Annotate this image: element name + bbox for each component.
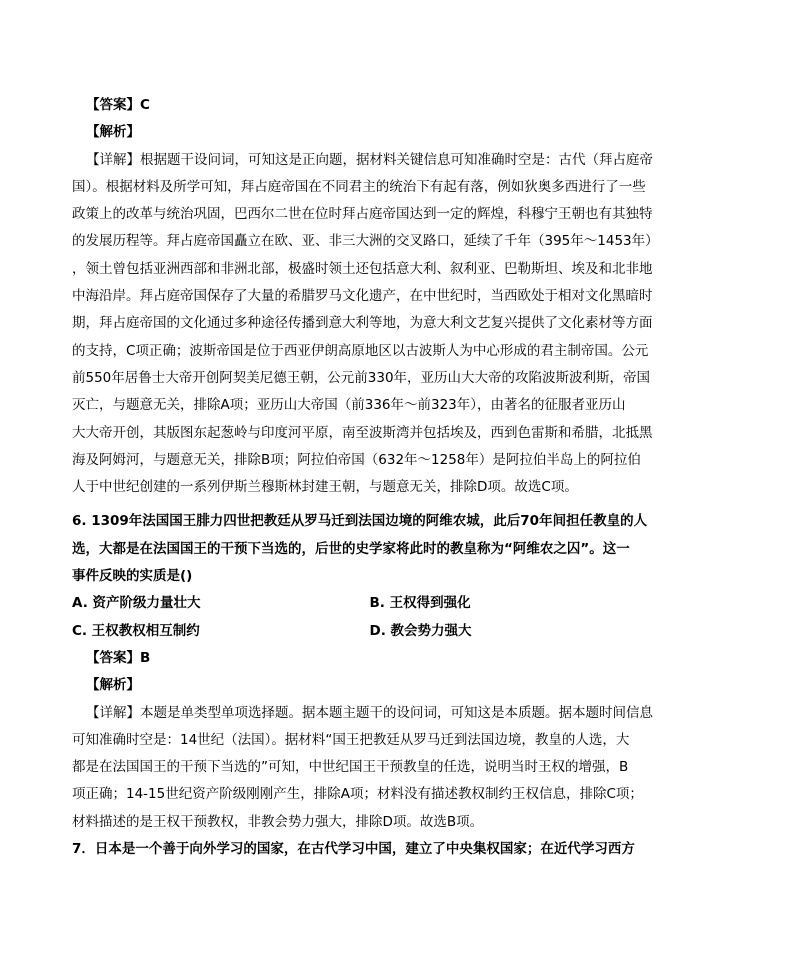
option-row: [72, 590, 667, 617]
option-a: A. 资产阶级力量壮大: [72, 595, 201, 612]
detail-line: 大大帝开创，其版图东起葱岭与印度河平原，南至波斯湾并包括埃及，西到色雷斯和希腊，北抵黑: [72, 424, 653, 441]
detail-line: 项正确；14-15世纪资产阶级刚刚产生，排除A项；材料没有描述教权制约王权信息，排除C项；: [72, 786, 643, 803]
detail-line: ，领土曾包括亚洲西部和非洲北部，极盛时领土还包括意大利、叙利亚、巴勒斯坦、埃及和北非地: [72, 260, 653, 277]
detail-line: 灭亡，与题意无关，排除A项；亚历山大帝国（前336年～前323年），由著名的征服者亚历山: [72, 397, 626, 414]
answer-label: 【答案】C: [86, 97, 150, 113]
detail-line: 【详解】根据题干设问词，可知这是正向题，据材料关键信息可知准确时空是：古代（拜占庭帝: [86, 151, 653, 168]
option-d: D. 教会势力强大: [369, 622, 472, 639]
question-6: [72, 508, 667, 836]
detail-line: 中海沿岸。拜占庭帝国保存了大量的希腊罗马文化遗产，在中世纪时，当西欧处于相对文化黑暗时: [72, 288, 653, 305]
detail-line: 政策上的改革与统治巩固，巴西尔二世在位时拜占庭帝国达到一定的辉煌，科穆宁王朝也有其独特: [72, 206, 653, 223]
detail-line: 的发展历程等。拜占庭帝国矗立在欧、亚、非三大洲的交叉路口，延续了千年（395年～1453年）: [72, 233, 659, 250]
detail-line: 【详解】本题是单类型单项选择题。据本题主题干的设问词，可知这是本质题。据本题时间信息: [86, 704, 653, 721]
detail-line: 都是在法国国王的干预下当选的”可知，中世纪国王干预教皇的任选，说明当时王权的增强，B: [72, 759, 629, 776]
detail-line: 海及阿姆河，与题意无关，排除B项；阿拉伯帝国（632年～1258年）是阿拉伯半岛上的阿拉伯: [72, 451, 641, 468]
detail-line: 期，拜占庭帝国的文化通过多种途径传播到意大利等地，为意大利文艺复兴提供了文化素材等方面: [72, 315, 653, 332]
document-content: [72, 92, 667, 863]
detail-line: 材料描述的是王权干预教权，非教会势力强大，排除D项。故选B项。: [72, 813, 484, 830]
question-stem-line: 事件反映的实质是(): [72, 568, 193, 585]
question-stem-line: 7．日本是一个善于向外学习的国家，在古代学习中国，建立了中央集权国家；在近代学习西方: [72, 841, 635, 858]
detail-paragraph: [72, 700, 667, 836]
analysis-label: 【解析】: [86, 677, 140, 694]
question-stem-line: 6. 1309年法国国王腓力四世把教廷从罗马迁到法国边境的阿维农城，此后70年间担任教皇的人: [72, 513, 648, 530]
question-stem-line: 选，大都是在法国国王的干预下当选的，后世的史学家将此时的教皇称为“阿维农之囚”。这一: [72, 540, 630, 557]
detail-line: 前550年居鲁士大帝开创阿契美尼德王朝，公元前330年，亚历山大大帝的攻陷波斯波利斯，帝国: [72, 369, 651, 386]
question-7: [72, 836, 667, 863]
detail-line: 人于中世纪创建的一系列伊斯兰穆斯林封建王朝，与题意无关，排除D项。故选C项。: [72, 479, 578, 496]
detail-line: 国）。根据材料及所学可知，拜占庭帝国在不同君主的统治下有起有落，例如狄奥多西进行了一些: [72, 178, 646, 195]
detail-line: 可知准确时空是：14世纪（法国）。据材料“国王把教廷从罗马迁到法国边境，教皇的人选，大: [72, 731, 630, 748]
answer-block-5: [72, 92, 667, 501]
analysis-label: 【解析】: [86, 124, 140, 141]
option-c: C. 王权教权相互制约: [72, 622, 200, 639]
option-row: [72, 618, 667, 645]
option-b: B. 王权得到强化: [369, 595, 471, 612]
detail-paragraph: [72, 147, 667, 502]
answer-label: 【答案】B: [86, 649, 151, 666]
detail-line: 的支持，C项正确；波斯帝国是位于西亚伊朗高原地区以古波斯人为中心形成的君主制帝国。公元: [72, 342, 649, 359]
